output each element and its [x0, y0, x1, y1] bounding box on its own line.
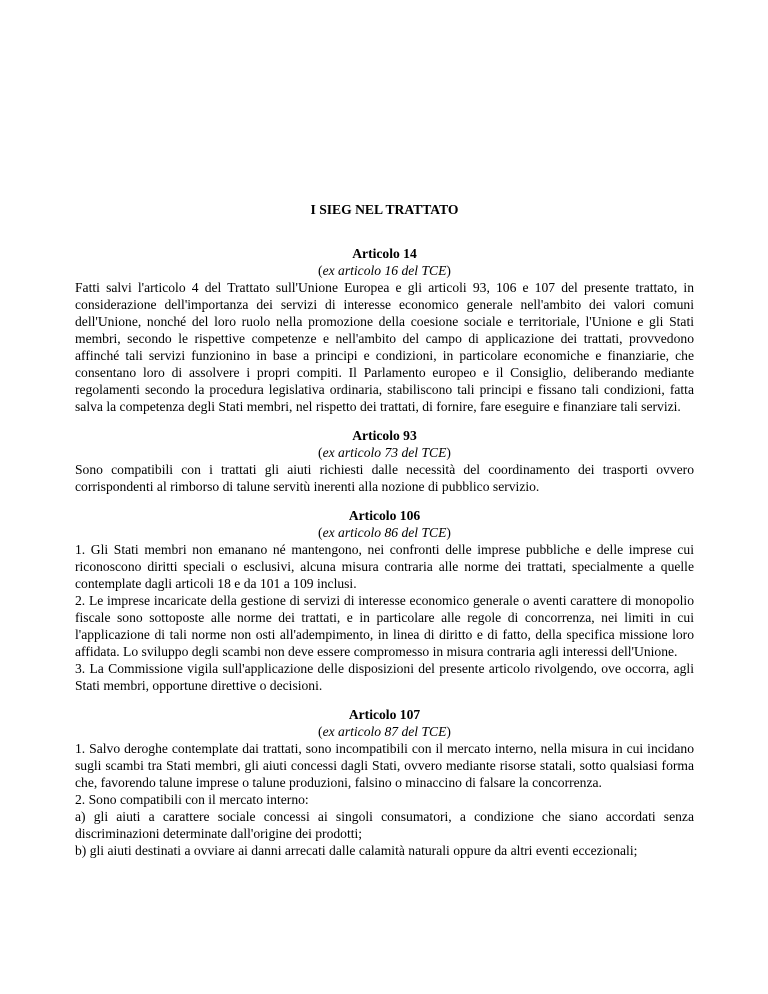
- article-paragraph: 3. La Commissione vigila sull'applicazione delle disposizioni del presente articolo rivolgendo, ove occorra, agli Stati membri, opportune direttive o decisioni.: [75, 661, 694, 694]
- article-14: [75, 245, 694, 415]
- document-body: [75, 245, 694, 871]
- article-paragraph: 2. Sono compatibili con il mercato interno:: [75, 791, 309, 807]
- article-reference: (ex articolo 16 del TCE): [318, 263, 451, 279]
- article-title: Articolo 14: [352, 246, 417, 261]
- article-paragraph: a) gli aiuti a carattere sociale concessi ai singoli consumatori, a condizione che siano accordati senza discriminazioni determinate dall'origine dei prodotti;: [75, 808, 694, 841]
- article-paragraph: 1. Salvo deroghe contemplate dai trattati, sono incompatibili con il mercato interno, nella misura in cui incidano sugli scambi tra Stati membri, gli aiuti concessi dagli Stati, ovvero mediante risorse statali, sotto qualsiasi forma che, favorendo talune imprese o talune produzioni, falsino o minaccino di falsare la concorrenza.: [75, 740, 694, 790]
- article-reference: (ex articolo 86 del TCE): [318, 524, 451, 540]
- article-93: [75, 427, 694, 495]
- article-reference: (ex articolo 87 del TCE): [318, 723, 451, 739]
- article-paragraph: Sono compatibili con i trattati gli aiuti richiesti dalle necessità del coordinamento dei trasporti ovvero corrispondenti al rimborso di talune servitù inerenti alla nozione di pubblico servizio.: [75, 462, 694, 495]
- article-paragraph: 2. Le imprese incaricate della gestione di servizi di interesse economico generale o aventi carattere di monopolio fiscale sono sottoposte alle norme dei trattati, e in particolare alle regole di concorrenza, nei limiti in cui l'applicazione di tali norme non osti all'adempimento, in linea di diritto e di fatto, della specifica missione loro affidata. Lo sviluppo degli scambi non deve essere compromesso in misura contraria agli interessi dell'Unione.: [75, 592, 694, 660]
- article-paragraph: 1. Gli Stati membri non emanano né mantengono, nei confronti delle imprese pubbliche e delle imprese cui riconoscono diritti speciali o esclusivi, alcuna misura contraria alle norme dei trattati, specialmente a quelle contemplate dagli articoli 18 e da 101 a 109 inclusi.: [75, 541, 694, 591]
- article-106: [75, 507, 694, 695]
- article-paragraph: Fatti salvi l'articolo 4 del Trattato sull'Unione Europea e gli articoli 93, 106 e 107 del presente trattato, in considerazione dell'importanza dei servizi di interesse economico generale nell'ambito dei valori comuni dell'Unione, nonché del loro ruolo nella promozione della coesione sociale e territoriale, l'Unione e gli Stati membri, secondo le rispettive competenze e nell'ambito del campo di applicazione dei trattati, provvedono affinché tali servizi funzionino in base a principi e condizioni, in particolare economiche e finanziarie, che consentano loro di assolvere i propri compiti. Il Parlamento europeo e il Consiglio, deliberando mediante regolamenti secondo la procedura legislativa ordinaria, stabiliscono tali principi e fissano tali condizioni, fatta salva la competenza degli Stati membri, nel rispetto dei trattati, di fornire, fare eseguire e finanziare tali servizi.: [75, 280, 694, 415]
- article-reference: (ex articolo 73 del TCE): [318, 445, 451, 461]
- article-title: Articolo 93: [352, 427, 417, 443]
- article-107: [75, 706, 694, 859]
- article-title: Articolo 106: [348, 507, 421, 523]
- document-title: I SIEG NEL TRATTATO: [310, 202, 459, 217]
- article-title: Articolo 107: [348, 706, 421, 722]
- article-paragraph: b) gli aiuti destinati a ovviare ai danni arrecati dalle calamità naturali oppure da altri eventi eccezionali;: [75, 843, 638, 859]
